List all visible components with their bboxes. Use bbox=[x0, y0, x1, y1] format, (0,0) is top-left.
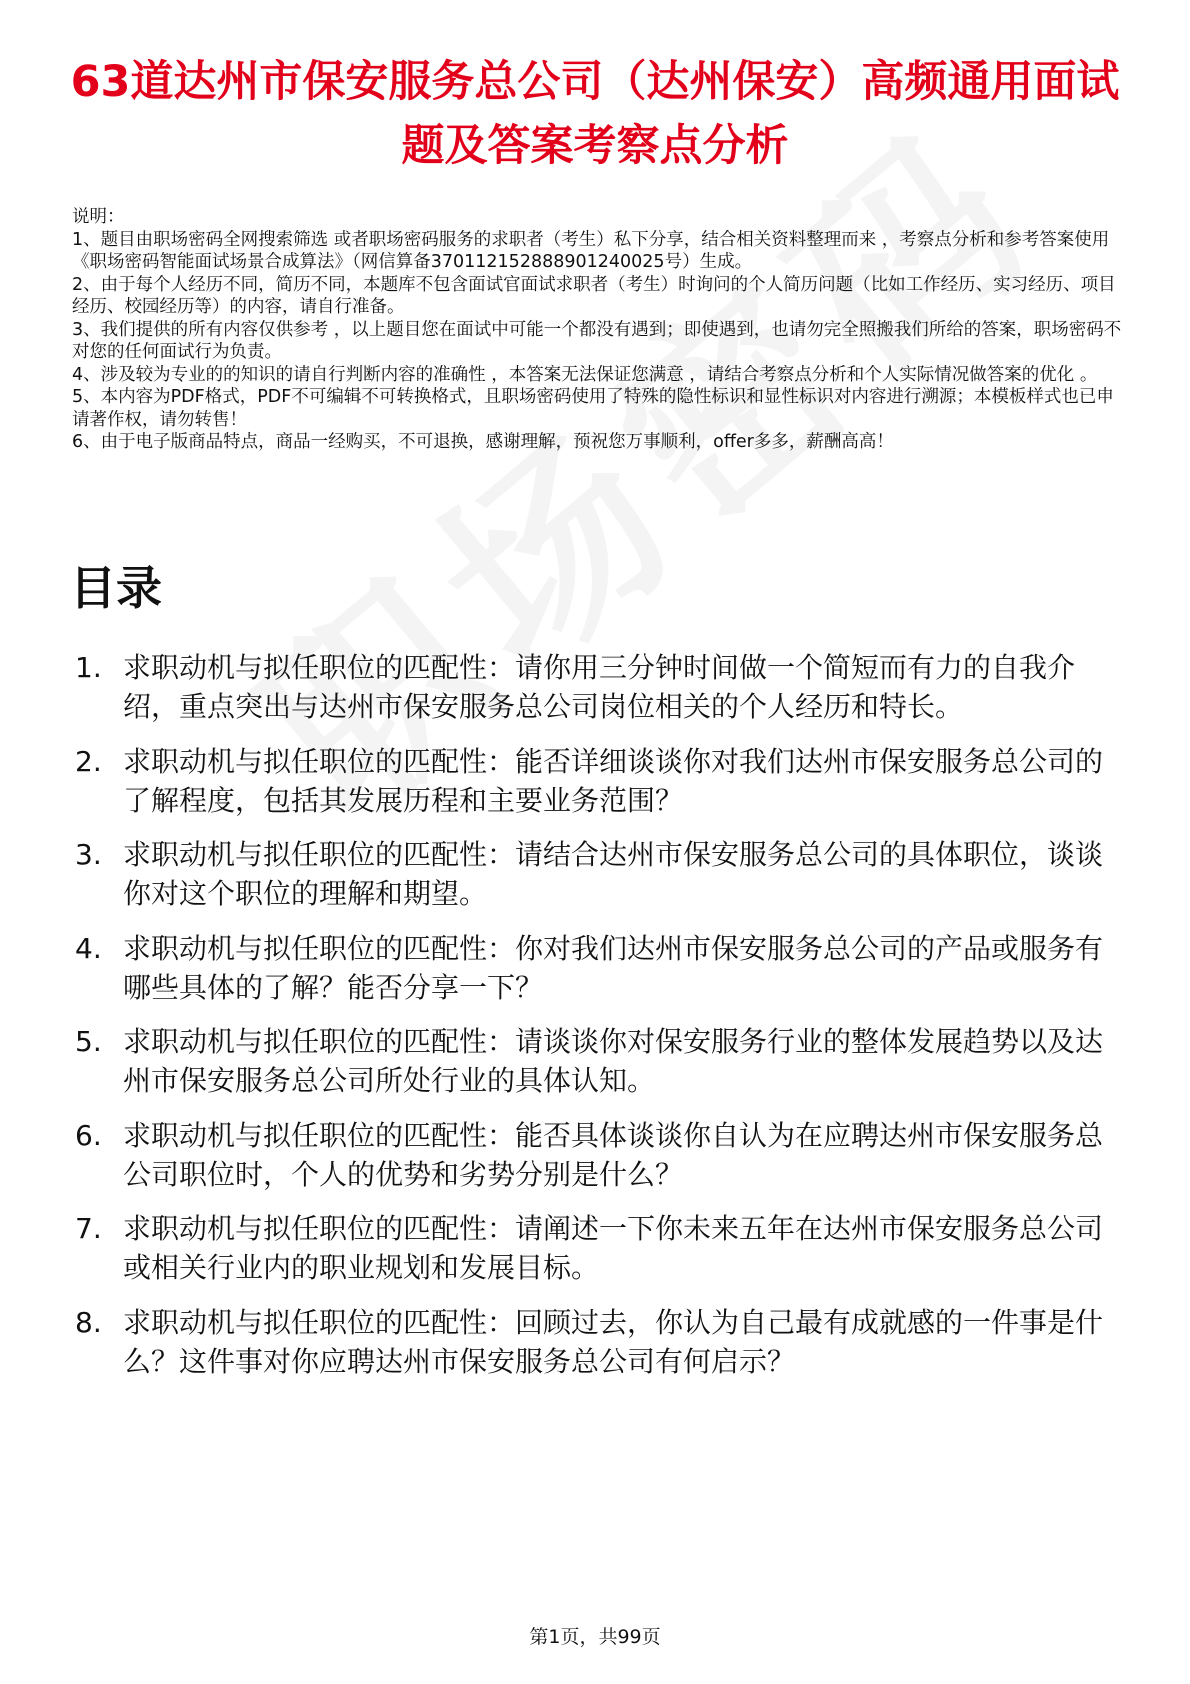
note-item: 4、涉及较为专业的的知识的请自行判断内容的准确性 ，本答案无法保证您满意 ，请结合考察点分析和个人实际情况做答案的优化 。 bbox=[72, 364, 1098, 385]
notes-section bbox=[72, 206, 1122, 454]
toc-item-number: 8. bbox=[75, 1305, 102, 1339]
toc-item-text: 求职动机与拟任职位的匹配性：请结合达州市保安服务总公司的具体职位，谈谈你对这个职位的理解和期望。 bbox=[123, 838, 1104, 910]
document-title: 63道达州市保安服务总公司（达州保安）高频通用面试题及答案考察点分析 bbox=[70, 57, 1120, 171]
toc-item-text: 求职动机与拟任职位的匹配性：能否具体谈谈你自认为在应聘达州市保安服务总公司职位时，个人的优势和劣势分别是什么？ bbox=[123, 1118, 1104, 1191]
toc-item-text: 求职动机与拟任职位的匹配性：能否详细谈谈你对我们达州市保安服务总公司的了解程度，包括其发展历程和主要业务范围？ bbox=[123, 744, 1104, 817]
toc-item-number: 4. bbox=[75, 931, 102, 965]
notes-heading: 说明： bbox=[72, 207, 125, 227]
note-item: 5、本内容为PDF格式，PDF不可编辑不可转换格式，且职场密码使用了特殊的隐性标识和显性标识对内容进行溯源；本模板样式也已申请著作权，请勿转售！ bbox=[72, 387, 1114, 430]
toc-item-number: 1. bbox=[75, 651, 102, 684]
toc-item-text: 求职动机与拟任职位的匹配性：请谈谈你对保安服务行业的整体发展趋势以及达州市保安服务总公司所处行业的具体认知。 bbox=[123, 1025, 1104, 1097]
page-footer: 第1页，共99页 bbox=[529, 1626, 661, 1648]
toc-item-number: 6. bbox=[75, 1118, 102, 1152]
note-item: 2、由于每个人经历不同，简历不同，本题库不包含面试官面试求职者（考生）时询问的个人简历问题（比如工作经历、实习经历、项目经历、校园经历等）的内容，请自行准备。 bbox=[72, 274, 1116, 317]
toc-item-number: 3. bbox=[75, 838, 102, 871]
toc-heading: 目录 bbox=[70, 561, 162, 615]
toc-item-text: 求职动机与拟任职位的匹配性：请你用三分钟时间做一个简短而有力的自我介绍，重点突出与达州市保安服务总公司岗位相关的个人经历和特长。 bbox=[123, 651, 1076, 723]
toc-item[interactable] bbox=[70, 1209, 1120, 1287]
toc-item-number: 2. bbox=[75, 744, 102, 778]
note-item: 6、由于电子版商品特点，商品一经购买，不可退换，感谢理解，预祝您万事顺利，offer多多，薪酬高高！ bbox=[72, 432, 894, 452]
toc-item[interactable] bbox=[70, 1303, 1120, 1381]
toc-item-text: 求职动机与拟任职位的匹配性：你对我们达州市保安服务总公司的产品或服务有哪些具体的了解？能否分享一下？ bbox=[123, 931, 1104, 1004]
toc-item[interactable] bbox=[70, 929, 1120, 1007]
toc-item[interactable] bbox=[70, 648, 1120, 726]
note-item: 1、题目由职场密码全网搜索筛选 或者职场密码服务的求职者（考生）私下分享，结合相关资料整理而来 ，考察点分析和参考答案使用《职场密码智能面试场景合成算法》（网信算备370112152888901240025号）生成。 bbox=[72, 229, 1110, 272]
toc-item[interactable] bbox=[70, 835, 1120, 913]
toc-list bbox=[70, 648, 1120, 1396]
toc-item-text: 求职动机与拟任职位的匹配性：请阐述一下你未来五年在达州市保安服务总公司或相关行业内的职业规划和发展目标。 bbox=[123, 1212, 1104, 1284]
toc-item[interactable] bbox=[70, 1022, 1120, 1100]
toc-item[interactable] bbox=[70, 742, 1120, 820]
toc-item[interactable] bbox=[70, 1116, 1120, 1194]
toc-item-number: 5. bbox=[75, 1025, 102, 1058]
note-item: 3、我们提供的所有内容仅供参考 ，以上题目您在面试中可能一个都没有遇到；即使遇到，也请勿完全照搬我们所给的答案，职场密码不对您的任何面试行为负责。 bbox=[72, 319, 1122, 362]
toc-item-text: 求职动机与拟任职位的匹配性：回顾过去，你认为自己最有成就感的一件事是什么？这件事对你应聘达州市保安服务总公司有何启示？ bbox=[123, 1305, 1104, 1378]
toc-item-number: 7. bbox=[75, 1212, 102, 1245]
